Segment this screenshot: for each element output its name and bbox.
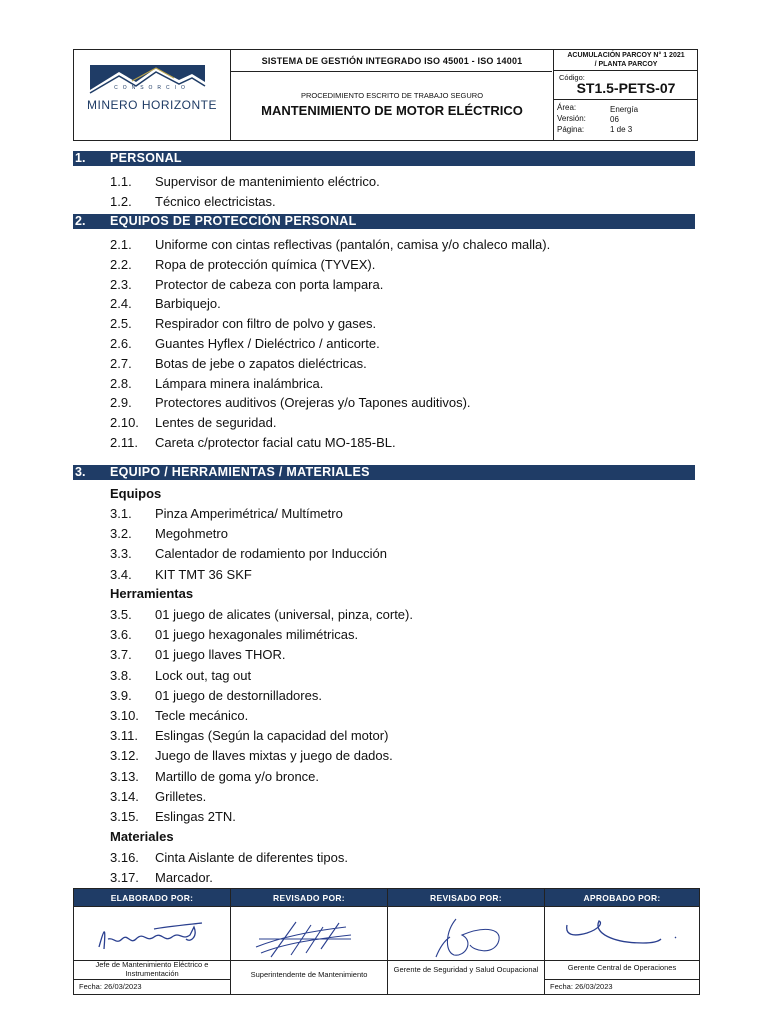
page-value: 1 de 3: [610, 125, 633, 134]
item-number: 2.2.: [110, 256, 132, 272]
document-header: [73, 49, 698, 141]
item-text: Técnico electricistas.: [155, 193, 276, 209]
item-number: 2.3.: [110, 276, 132, 292]
item-number: 2.7.: [110, 355, 132, 371]
logo-name: MINERO HORIZONTE: [87, 98, 217, 112]
section-number: 3.: [75, 465, 86, 479]
page-label: Página:: [557, 125, 585, 134]
section-bar-equipment: [73, 465, 695, 480]
approval-elaborado: [74, 889, 230, 994]
item-text: Tecle mecánico.: [155, 708, 249, 723]
version-label: Versión:: [557, 114, 586, 123]
approval-head: REVISADO POR:: [388, 889, 544, 906]
unit-label: [554, 51, 698, 69]
version-value: 06: [610, 115, 619, 124]
item-number: 1.2.: [110, 193, 132, 209]
signature-icon: [563, 913, 683, 953]
item-text: KIT TMT 36 SKF: [155, 566, 252, 582]
item-number: 3.10.: [110, 708, 139, 723]
item-number: 3.17.: [110, 870, 139, 885]
item-text: Ropa de protección química (TYVEX).: [155, 256, 376, 272]
item-text: 01 juego llaves THOR.: [155, 647, 286, 663]
code-label: Código:: [559, 73, 585, 82]
item-text: Martillo de goma y/o bronce.: [155, 768, 320, 784]
item-text: Megohmetro: [155, 526, 228, 542]
item-text: Grilletes.: [155, 788, 207, 804]
section-title: EQUIPO / HERRAMIENTAS / MATERIALES: [110, 465, 370, 479]
subheading-equipos: Equipos: [110, 486, 162, 501]
subheading-herramientas: Herramientas: [110, 586, 194, 601]
item-text: Respirador con filtro de polvo y gases.: [155, 316, 377, 332]
approval-date: Fecha: 26/03/2023: [79, 982, 142, 991]
item-number: 1.1.: [110, 174, 132, 189]
item-number: 3.6.: [110, 627, 132, 643]
item-text: Calentador de rodamiento por Inducción: [155, 546, 387, 562]
approval-head: REVISADO POR:: [231, 889, 387, 906]
item-number: 3.7.: [110, 647, 132, 663]
item-number: 3.2.: [110, 526, 132, 542]
item-text: Pinza Amperimétrica/ Multímetro: [155, 506, 343, 521]
company-logo: [74, 50, 230, 140]
item-text: Barbiquejo.: [155, 296, 221, 312]
item-text: Guantes Hyflex / Dieléctrico / anticorte.: [155, 336, 380, 351]
item-text: Protectores auditivos (Orejeras y/o Tapones auditivos).: [155, 395, 471, 411]
approval-role: Gerente Central de Operaciones: [567, 963, 677, 972]
item-text: Lock out, tag out: [155, 667, 252, 683]
item-number: 2.4.: [110, 296, 132, 312]
section-title: EQUIPOS DE PROTECCIÓN PERSONAL: [110, 214, 357, 228]
area-label: Área:: [557, 103, 577, 112]
area-value: Energía: [610, 105, 639, 114]
document-title: MANTENIMIENTO DE MOTOR ELÉCTRICO: [261, 103, 523, 118]
approval-table: [73, 888, 700, 995]
section-number: 1.: [75, 151, 86, 165]
approval-aprobado: [545, 889, 699, 994]
mountain-logo-icon: [74, 50, 230, 140]
subheading-materiales: Materiales: [110, 829, 174, 844]
item-number: 2.5.: [110, 316, 132, 332]
item-text: 01 juego hexagonales milimétricas.: [155, 627, 359, 643]
item-text: Eslingas (Según la capacidad del motor): [155, 728, 389, 744]
item-number: 3.9.: [110, 687, 132, 703]
item-number: 3.12.: [110, 748, 139, 764]
approval-revisado-2: [388, 889, 544, 994]
item-text: Eslingas 2TN.: [155, 809, 236, 824]
item-number: 3.14.: [110, 788, 139, 804]
item-number: 3.3.: [110, 546, 132, 562]
item-number: 2.1.: [110, 237, 132, 252]
item-number: 3.4.: [110, 566, 132, 582]
item-text: Juego de llaves mixtas y juego de dados.: [155, 748, 393, 764]
section-bar-epp: [73, 214, 695, 229]
system-title: SISTEMA DE GESTIÓN INTEGRADO ISO 45001 - ISO 14001: [261, 56, 523, 66]
code-value: ST1.5-PETS-07: [576, 80, 676, 96]
procedure-subtitle: PROCEDIMIENTO ESCRITO DE TRABAJO SEGURO: [300, 91, 484, 100]
unit-line-2: / PLANTA PARCOY: [594, 61, 658, 68]
item-text: Careta c/protector facial catu MO-185-BL.: [155, 435, 396, 450]
approval-head: ELABORADO POR:: [74, 889, 230, 906]
section-number: 2.: [75, 214, 86, 228]
section-bar-personal: [73, 151, 695, 166]
approval-role: Superintendente de Mantenimiento: [250, 970, 368, 979]
approval-role: Gerente de Seguridad y Salud Ocupacional: [393, 965, 539, 974]
item-number: 2.11.: [110, 435, 138, 450]
signature-icon: [251, 917, 371, 962]
item-text: Marcador.: [155, 870, 213, 885]
item-number: 3.13.: [110, 768, 139, 784]
item-number: 3.16.: [110, 850, 139, 865]
item-text: 01 juego de alicates (universal, pinza, corte).: [155, 607, 413, 622]
item-number: 2.8.: [110, 375, 132, 391]
item-number: 3.5.: [110, 607, 132, 622]
item-text: Protector de cabeza con porta lampara.: [155, 276, 384, 292]
section-title: PERSONAL: [110, 151, 182, 165]
item-number: 3.11.: [110, 728, 138, 744]
signature-icon: [426, 911, 516, 961]
item-text: Botas de jebe o zapatos dieléctricas.: [155, 355, 367, 371]
unit-line-1: ACUMULACIÓN PARCOY N° 1 2021: [567, 52, 685, 59]
item-text: Supervisor de mantenimiento eléctrico.: [155, 174, 380, 189]
item-number: 2.6.: [110, 336, 132, 351]
item-text: Uniforme con cintas reflectivas (pantalón, camisa y/o chaleco malla).: [155, 237, 551, 252]
approval-revisado-1: [231, 889, 387, 994]
item-number: 2.10.: [110, 415, 139, 431]
item-number: 3.1.: [110, 506, 132, 521]
signature-icon: [94, 909, 214, 959]
item-text: Cinta Aislante de diferentes tipos.: [155, 850, 348, 865]
logo-tagline: CONSORCIO: [114, 85, 190, 91]
approval-head: APROBADO POR:: [545, 889, 699, 906]
item-text: Lentes de seguridad.: [155, 415, 277, 431]
item-number: 3.8.: [110, 667, 132, 683]
approval-role: Jefe de Mantenimiento Eléctrico e Instrumentación: [95, 960, 209, 978]
approval-date: Fecha: 26/03/2023: [550, 982, 613, 991]
item-text: 01 juego de destornilladores.: [155, 687, 322, 703]
item-number: 3.15.: [110, 809, 139, 824]
item-text: Lámpara minera inalámbrica.: [155, 375, 324, 391]
item-number: 2.9.: [110, 395, 132, 411]
